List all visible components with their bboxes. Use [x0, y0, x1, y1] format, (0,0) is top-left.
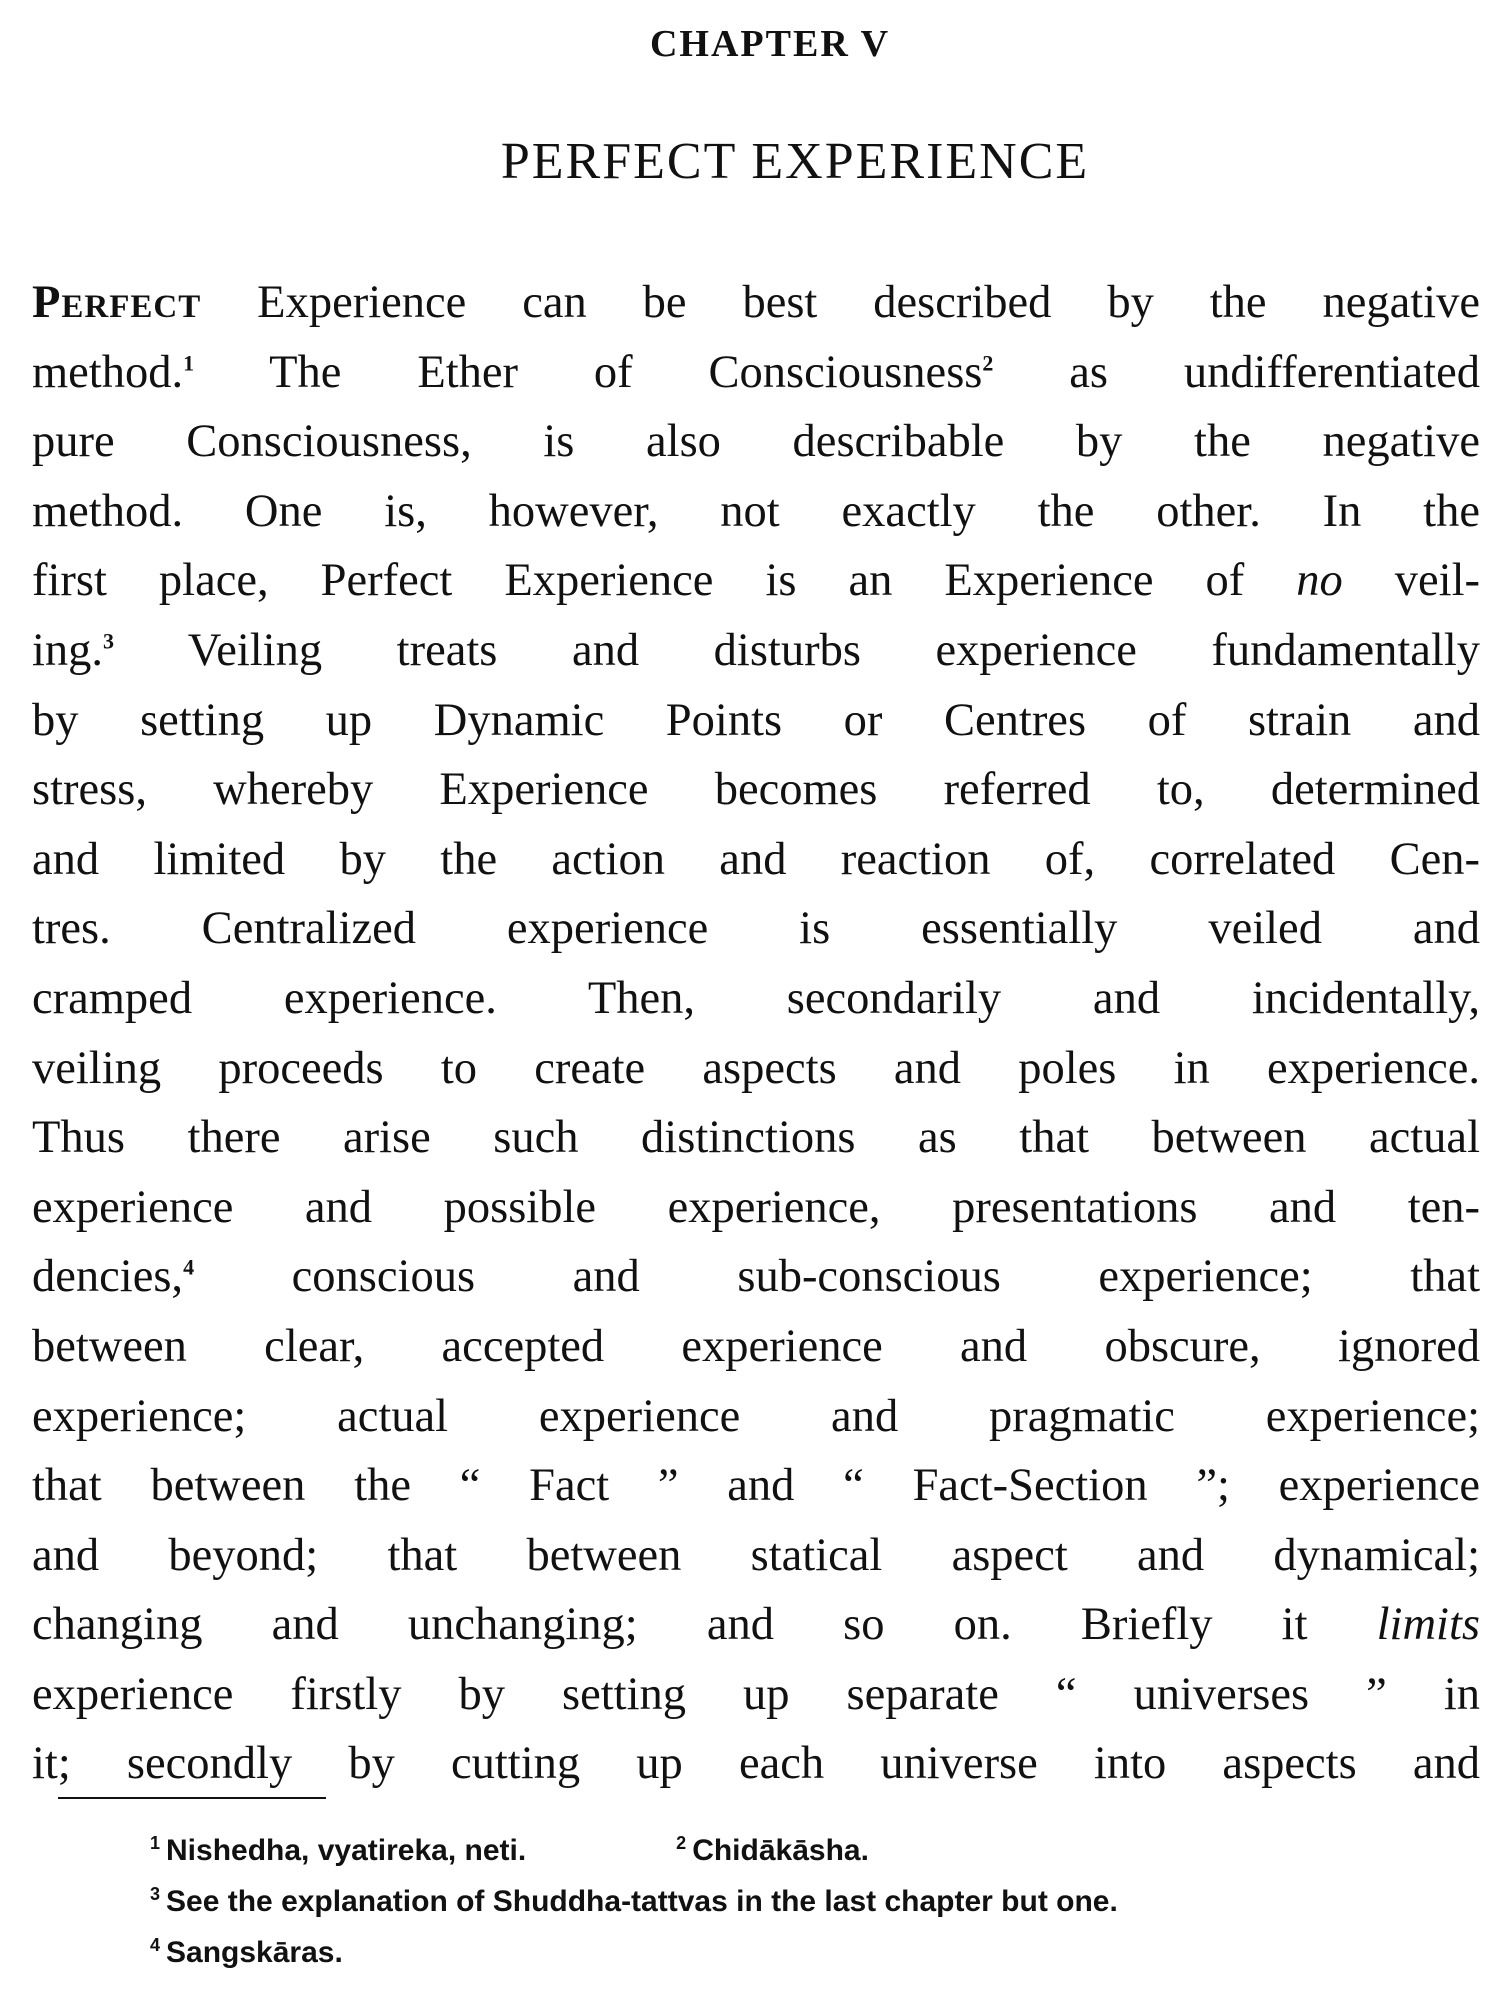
chapter-title: PERFECT EXPERIENCE	[500, 133, 1090, 190]
footnote-ref-4: 4	[183, 1254, 195, 1280]
text-line: Thus there arise such distinctions as that between actual	[32, 1112, 1480, 1164]
text-line: method.$^1$ The Ether of Consciousness$^2$ as undifferentiated	[32, 346, 1480, 398]
footnote-ref-2: 2	[982, 350, 994, 376]
footnote-number: 1	[150, 1833, 161, 1853]
text-line: tres. Centralized experience is essentially veiled and	[32, 903, 1480, 955]
text-line: veiling proceeds to create aspects and poles in experience.	[32, 1042, 1480, 1094]
text-line: pure Consciousness, is also describable by the negative	[32, 416, 1480, 468]
footnotes	[150, 1825, 1490, 1978]
text-line: and limited by the action and reaction of, correlated Cen-	[32, 833, 1480, 885]
lead-word: Perfect	[32, 277, 202, 328]
italic-emphasis: limits	[1376, 1599, 1480, 1651]
footnote-row	[150, 1825, 1490, 1876]
text-line: ing.$^3$ Veiling treats and disturbs experience fundamentally	[32, 624, 1480, 676]
footnote-ref-3: 3	[103, 628, 115, 654]
text-line: by setting up Dynamic Points or Centres of strain and	[32, 694, 1480, 746]
text-line: changing and unchanging; and so on. Briefly it limits	[32, 1599, 1480, 1651]
text-line: stress, whereby Experience becomes referred to, determined	[32, 764, 1480, 816]
text-line: first place, Perfect Experience is an Experience of no veil-	[32, 555, 1480, 607]
text-line: dencies,$^4$ conscious and sub-conscious experience; that	[32, 1251, 1480, 1303]
footnote-row	[150, 1927, 1490, 1978]
footnote-row	[150, 1876, 1490, 1927]
text-line: cramped experience. Then, secondarily and incidentally,	[32, 972, 1480, 1024]
footnote-number: 2	[676, 1833, 687, 1853]
footnote-4: Sangskāras.	[166, 1936, 343, 1969]
footnote-2: Chidākāsha.	[692, 1834, 869, 1867]
footnote-number: 3	[150, 1884, 161, 1904]
text-line: between clear, accepted experience and obscure, ignored	[32, 1320, 1480, 1372]
text-line: experience firstly by setting up separate “ universes ” in	[32, 1668, 1480, 1720]
text-line: Perfect Experience can be best described by the negative	[32, 277, 1480, 328]
footnote-1: Nishedha, vyatireka, neti.	[166, 1834, 527, 1867]
footnote-number: 4	[150, 1935, 161, 1955]
text-line: experience and possible experience, presentations and ten-	[32, 1181, 1480, 1233]
text-line: method. One is, however, not exactly the other. In the	[32, 485, 1480, 537]
italic-emphasis: no	[1296, 555, 1343, 607]
footnote-ref-1: 1	[183, 350, 195, 376]
text-line: it; secondly by cutting up each universe into aspects and	[32, 1738, 1480, 1790]
text-line: that between the “ Fact ” and “ Fact-Section ”; experience	[32, 1460, 1480, 1512]
footnote-divider	[58, 1797, 326, 1799]
body-paragraph	[32, 268, 1480, 1799]
chapter-number: CHAPTER V	[649, 23, 891, 65]
text-line: experience; actual experience and pragmatic experience;	[32, 1390, 1480, 1442]
text-line: and beyond; that between statical aspect and dynamical;	[32, 1529, 1480, 1581]
footnote-3: See the explanation of Shuddha-tattvas in the last chapter but one.	[166, 1885, 1118, 1918]
